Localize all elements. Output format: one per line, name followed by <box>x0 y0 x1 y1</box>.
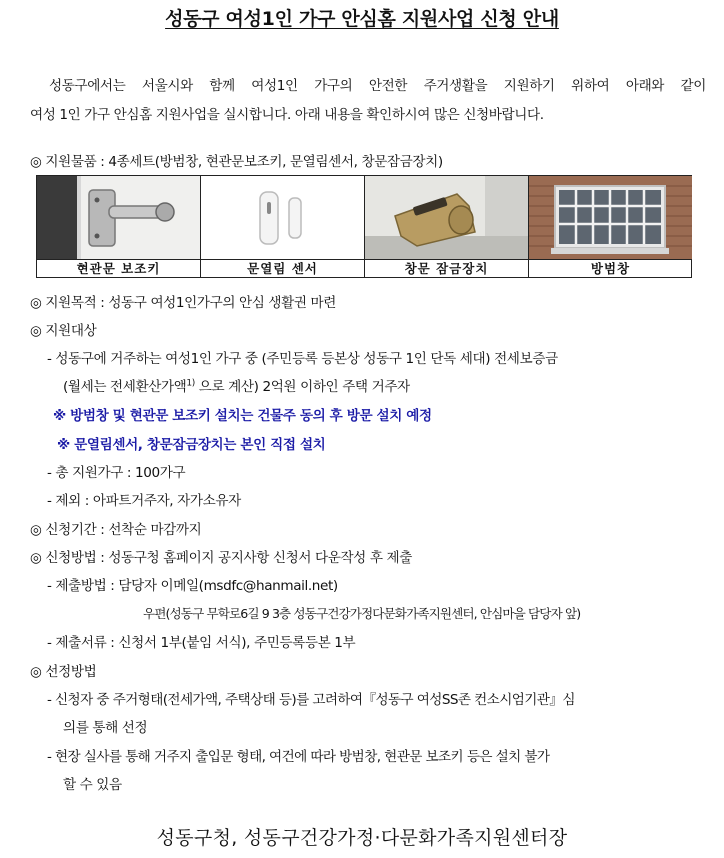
intro-line-2: 여성 1인 가구 안심홈 지원사업을 실시합니다. 아래 내용을 확인하시여 많은 신청바랍니다. <box>30 107 544 123</box>
selection-line-2a: - 현장 실사를 통해 거주지 출입문 형태, 여건에 따라 방범창, 현관문 보조키 등은 설치 불가 <box>47 749 550 765</box>
selection-line-1a: - 신청자 중 주거형태(전세가액, 주택상태 등)를 고려하여『성동구 여성SS존 컨소시엄기관』심 <box>47 692 575 708</box>
application-period: ◎ 신청기간 : 선착순 마감까지 <box>30 522 202 538</box>
product-label: 문열림 센서 <box>247 261 318 276</box>
product-table <box>36 175 692 278</box>
page-title: 성동구 여성1인 가구 안심홈 지원사업 신청 안내 <box>165 8 559 30</box>
window-lock-icon <box>365 176 528 260</box>
product-cell-door-sensor <box>201 176 365 277</box>
required-documents: - 제출서류 : 신청서 1부(붙임 서식), 주민등록등본 1부 <box>47 635 356 651</box>
footnote-marker: 1) <box>186 378 195 389</box>
target-line-1: - 성동구에 거주하는 여성1인 가구 중 (주민등록 등본상 성동구 1인 단독 세대) 전세보증금 <box>47 351 558 367</box>
product-cell-security-window <box>529 176 692 277</box>
security-window-icon <box>529 176 692 260</box>
selection-line-2b: 할 수 있음 <box>63 777 122 793</box>
product-label: 현관문 보조키 <box>76 261 161 276</box>
exclusions: - 제외 : 아파트거주자, 자가소유자 <box>47 493 241 509</box>
intro-line-1: 성동구에서는 서울시와 함께 여성1인 가구의 안전한 주거생활을 지원하기 위하여 아래와 같이 <box>49 78 706 94</box>
submit-post: 우편(성동구 무학로6길 9 3층 성동구건강가정다문화가족지원센터, 안심마을 담당자 앞) <box>143 606 581 621</box>
target-line-2a: (월세는 전세환산가액 <box>63 379 187 395</box>
target-heading: ◎ 지원대상 <box>30 323 97 339</box>
submit-email: - 제출방법 : 담당자 이메일(msdfc@hanmail.net) <box>47 578 338 594</box>
note-install-visit: ※ 방범창 및 현관문 보조키 설치는 건물주 동의 후 방문 설치 예정 <box>53 408 432 424</box>
selection-heading: ◎ 선정방법 <box>30 664 97 680</box>
note-self-install: ※ 문열림센서, 창문잠금장치는 본인 직접 설치 <box>57 437 326 453</box>
issuer-footer: 성동구청, 성동구건강가정·다문화가족지원센터장 <box>156 827 568 849</box>
door-lock-icon <box>37 176 200 260</box>
selection-line-1b: 의를 통해 선정 <box>63 720 148 736</box>
target-line-2b: 으로 계산) 2억원 이하인 주택 거주자 <box>194 379 410 395</box>
purpose: ◎ 지원목적 : 성동구 여성1인가구의 안심 생활권 마련 <box>30 295 336 311</box>
application-method: ◎ 신청방법 : 성동구청 홈페이지 공지사항 신청서 다운작성 후 제출 <box>30 550 412 566</box>
product-cell-door-lock <box>37 176 201 277</box>
total-households: - 총 지원가구 : 100가구 <box>47 465 186 481</box>
product-label: 창문 잠금장치 <box>404 261 489 276</box>
support-items: ◎ 지원물품 : 4종세트(방범창, 현관문보조키, 문열림센서, 창문잠금장치) <box>30 154 443 170</box>
product-label: 방범창 <box>590 261 631 276</box>
door-sensor-icon <box>201 176 364 260</box>
target-line-2 <box>63 375 410 395</box>
intro-paragraph <box>30 72 706 130</box>
product-cell-window-lock <box>365 176 529 277</box>
